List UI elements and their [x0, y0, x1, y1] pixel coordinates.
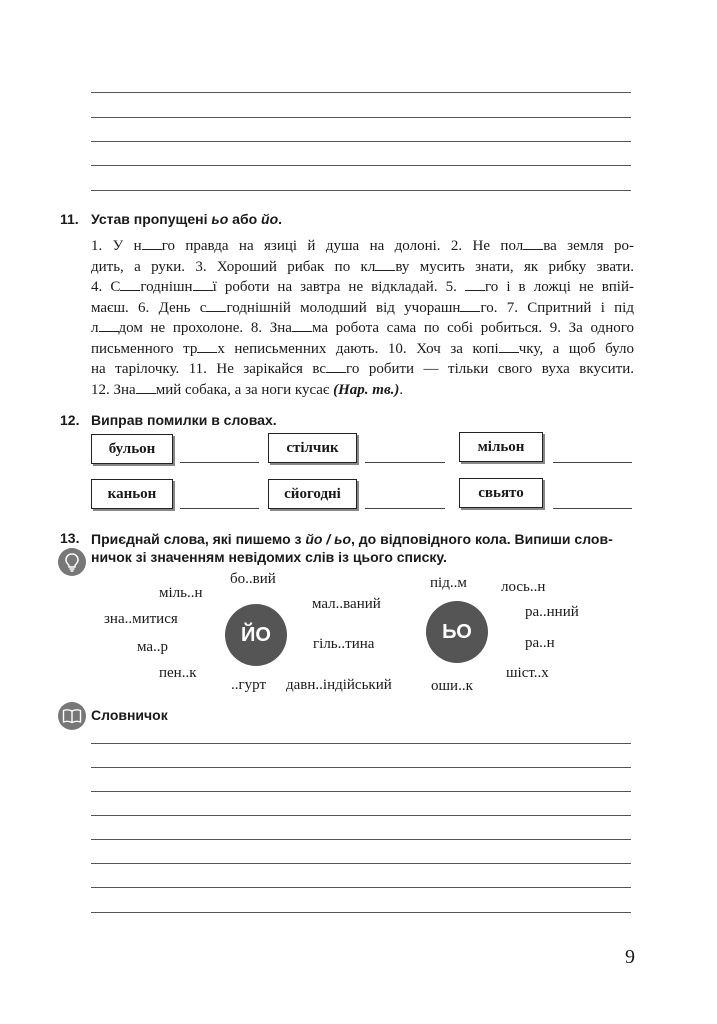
- circle-io[interactable]: ЬО: [426, 601, 488, 663]
- answer-line[interactable]: [91, 165, 631, 166]
- exercise-11-title: Устав пропущені ьо або йо.: [91, 211, 283, 227]
- exercise-11-text: [91, 236, 634, 400]
- text-line: дить, а руки. 3. Хороший рибак по кл ву мусить знати, як рибку звати.: [91, 258, 635, 275]
- word-item[interactable]: оши..к: [431, 678, 473, 694]
- correction-line[interactable]: [553, 508, 632, 509]
- word-box: сйогодні: [268, 479, 357, 509]
- blank-gap[interactable]: [326, 360, 346, 373]
- word-item[interactable]: ..гурт: [231, 677, 267, 693]
- text-line: л дом не прохолоне. 8. Зна ма робота сама по собі робиться. 9. За одного: [91, 320, 634, 336]
- correction-line[interactable]: [180, 462, 259, 463]
- exercise-11-number: 11.: [60, 211, 79, 227]
- answer-line[interactable]: [91, 743, 631, 744]
- blank-gap[interactable]: [375, 258, 395, 271]
- word-item[interactable]: гіль..тина: [313, 636, 375, 652]
- word-item[interactable]: ра..нний: [525, 604, 579, 620]
- blank-gap[interactable]: [499, 340, 519, 353]
- blank-gap[interactable]: [142, 237, 162, 250]
- answer-line[interactable]: [91, 791, 631, 792]
- word-box: каньон: [91, 479, 173, 509]
- lightbulb-icon: [58, 548, 86, 576]
- word-box: стілчик: [268, 433, 357, 463]
- answer-line[interactable]: [91, 863, 631, 864]
- answer-line[interactable]: [91, 141, 631, 142]
- word-item[interactable]: пен..к: [159, 665, 197, 681]
- word-box: свьято: [459, 478, 543, 508]
- word-item[interactable]: мал..ваний: [312, 596, 381, 612]
- exercise-13-number: 13.: [60, 530, 80, 546]
- book-icon: [58, 702, 86, 730]
- exercise-12-title: Виправ помилки в словах.: [91, 412, 277, 428]
- blank-gap[interactable]: [206, 299, 226, 312]
- correction-line[interactable]: [180, 508, 259, 509]
- word-item[interactable]: зна..митися: [104, 611, 178, 627]
- dictionary-title: Словничок: [91, 707, 168, 723]
- exercise-12-number: 12.: [60, 412, 80, 428]
- correction-line[interactable]: [365, 462, 445, 463]
- blank-gap[interactable]: [523, 237, 543, 250]
- word-item[interactable]: міль..н: [159, 585, 203, 601]
- text-line: письменного тр х неписьменних дають. 10. Хоч за копі чку, а щоб було: [91, 340, 634, 357]
- exercise-13-title: Приєднай слова, які пишемо з йо / ьо, до відповідного кола. Випиши слов- ничок зі значенням невідомих слів із цього списку.: [91, 531, 613, 565]
- answer-line[interactable]: [91, 815, 631, 816]
- word-item[interactable]: бо..вий: [230, 571, 276, 587]
- word-item[interactable]: під..м: [430, 575, 467, 591]
- text-line: 4. С годнішн ї роботи на завтра не відкладай. 5. го і в ложці не впій-: [91, 279, 635, 295]
- blank-gap[interactable]: [99, 319, 119, 332]
- text-line: 12. Зна мий собака, а за ноги кусає (Нар. тв.).: [91, 381, 404, 398]
- blank-gap[interactable]: [460, 299, 480, 312]
- word-box: бульон: [91, 434, 173, 464]
- blank-gap[interactable]: [465, 278, 485, 291]
- correction-line[interactable]: [365, 508, 445, 509]
- circle-yo[interactable]: ЙО: [225, 604, 287, 666]
- word-item[interactable]: ра..н: [525, 635, 555, 651]
- page-number: 9: [625, 946, 635, 968]
- blank-gap[interactable]: [120, 278, 140, 291]
- text-line: 1. У н го правда на язиці й душа на долоні. 2. Не пол ва земля ро-: [91, 238, 635, 254]
- answer-line[interactable]: [91, 92, 631, 93]
- answer-line[interactable]: [91, 839, 631, 840]
- answer-line[interactable]: [91, 912, 631, 913]
- text-line: маєш. 6. День с годнішній молодший від учорашн го. 7. Спритний і під: [91, 299, 634, 316]
- word-item[interactable]: ма..р: [137, 639, 169, 655]
- word-box: мільон: [459, 432, 543, 462]
- answer-line[interactable]: [91, 767, 631, 768]
- blank-gap[interactable]: [136, 381, 156, 394]
- text-line: на тарілочку. 11. Не зарікайся вс го робити — тільки свого вуха вкусити.: [91, 361, 634, 377]
- blank-gap[interactable]: [197, 340, 217, 353]
- answer-line[interactable]: [91, 117, 631, 118]
- word-item[interactable]: шіст..х: [506, 665, 549, 681]
- answer-line[interactable]: [91, 190, 631, 191]
- blank-gap[interactable]: [292, 319, 312, 332]
- word-item[interactable]: лось..н: [501, 579, 546, 595]
- answer-line[interactable]: [91, 887, 631, 888]
- word-item[interactable]: давн..індійський: [286, 677, 392, 693]
- blank-gap[interactable]: [193, 278, 213, 291]
- correction-line[interactable]: [553, 462, 632, 463]
